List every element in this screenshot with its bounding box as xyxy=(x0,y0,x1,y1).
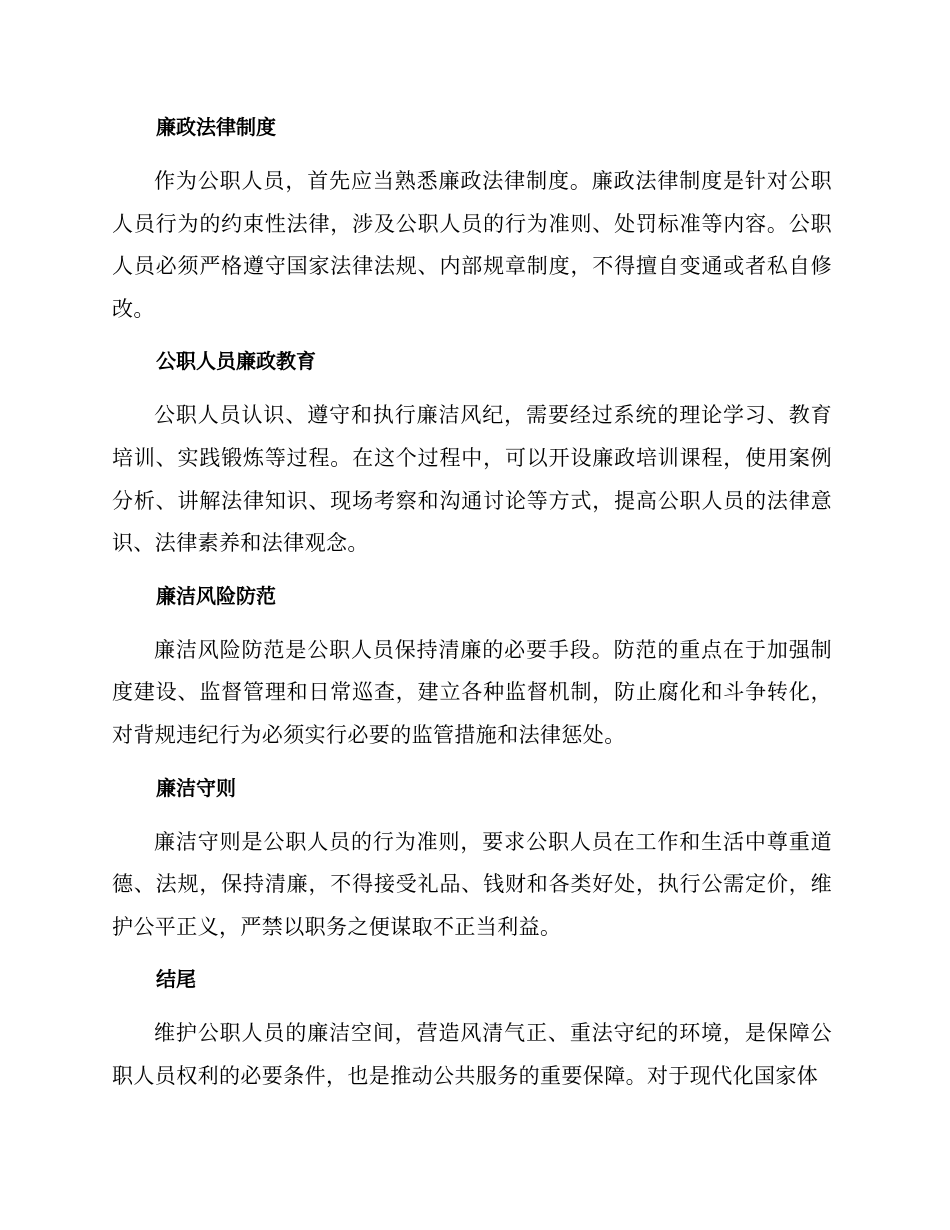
section-paragraph-1: 作为公职人员，首先应当熟悉廉政法律制度。廉政法律制度是针对公职人员行为的约束性法律，涉及公职人员的行为准则、处罚标准等内容。公职人员必须严格遵守国家法律法规、内部规章制度，不得擅自变通或者私自修改。 xyxy=(112,169,832,321)
section-heading-1: 廉政法律制度 xyxy=(156,115,276,139)
section-paragraph-4: 廉洁守则是公职人员的行为准则，要求公职人员在工作和生活中尊重道德、法规，保持清廉，不得接受礼品、钱财和各类好处，执行公需定价，维护公平正义，严禁以职务之便谋取不正当利益。 xyxy=(112,829,832,939)
section-paragraph-3: 廉洁风险防范是公职人员保持清廉的必要手段。防范的重点在于加强制度建设、监督管理和日常巡查，建立各种监督机制，防止腐化和斗争转化，对背规违纪行为必须实行必要的监管措施和法律惩处。 xyxy=(112,637,832,747)
section-heading-2: 公职人员廉政教育 xyxy=(156,349,316,374)
document-page xyxy=(112,108,832,1110)
section-heading-5: 结尾 xyxy=(156,967,196,992)
section-heading-4: 廉洁守则 xyxy=(156,775,236,800)
section-heading-3: 廉洁风险防范 xyxy=(156,583,276,608)
section-paragraph-5: 维护公职人员的廉洁空间，营造风清气正、重法守纪的环境，是保障公职人员权利的必要条件，也是推动公共服务的重要保障。对于现代化国家体 xyxy=(112,1021,832,1088)
section-paragraph-2: 公职人员认识、遵守和执行廉洁风纪，需要经过系统的理论学习、教育培训、实践锻炼等过程。在这个过程中，可以开设廉政培训课程，使用案例分析、讲解法律知识、现场考察和沟通讨论等方式，提高公职人员的法律意识、法律素养和法律观念。 xyxy=(112,403,832,556)
